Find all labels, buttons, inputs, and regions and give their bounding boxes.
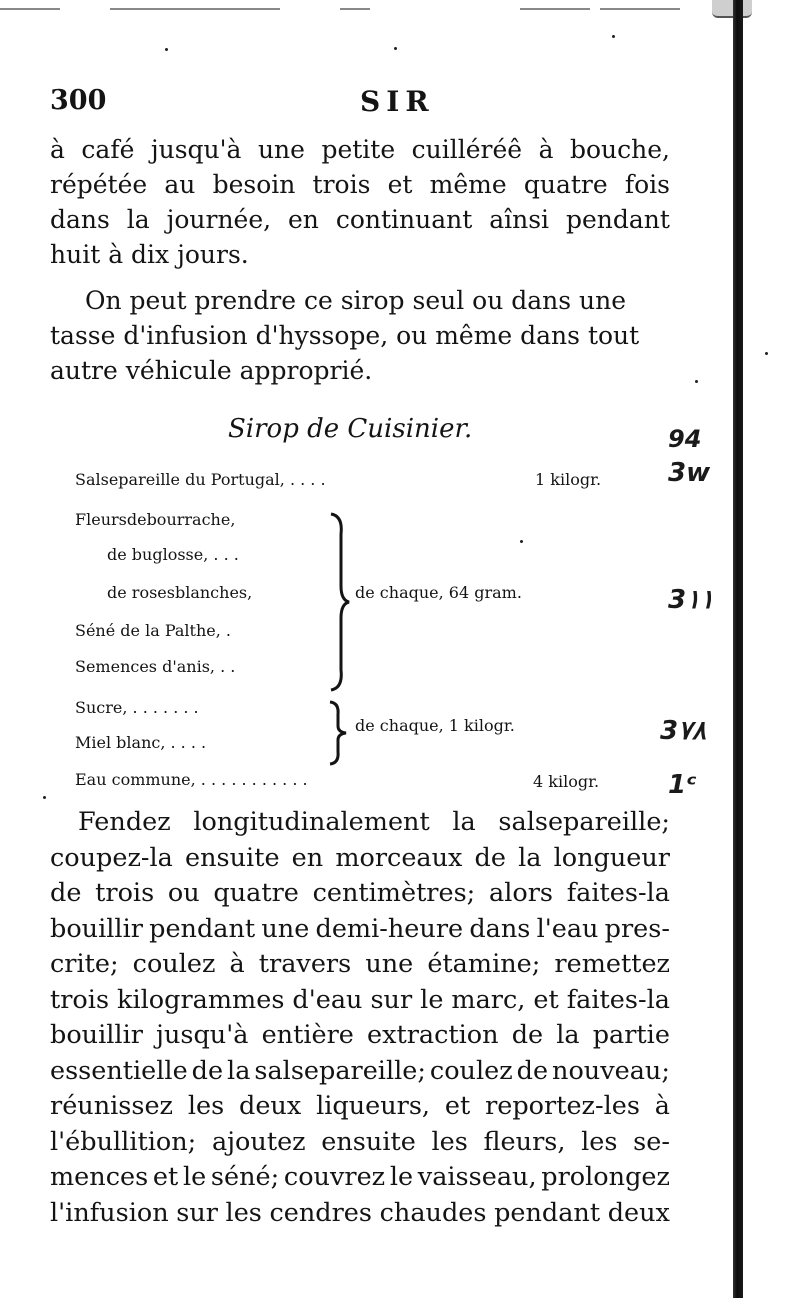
text-line: Fendez longitudinalement la salsepareille; bbox=[78, 807, 670, 837]
margin-note: 1ᶜ bbox=[668, 770, 697, 800]
page-binding-edge bbox=[733, 0, 743, 1298]
quantity-salsepareille: 1 kilogr. bbox=[535, 470, 602, 489]
text-line: répétée au besoin trois et même quatre fois bbox=[50, 170, 670, 199]
binding-clip bbox=[712, 0, 752, 18]
margin-note: 94 bbox=[668, 425, 702, 453]
ingredient-anis: Semences d'anis, . . bbox=[75, 657, 236, 676]
text-line: mences et le séné; couvrez le vaisseau, prolongez bbox=[50, 1162, 670, 1192]
margin-note: 3٧٨ bbox=[660, 716, 707, 746]
ingredient-sene: Séné de la Palthe, . bbox=[75, 621, 231, 640]
paragraph-usage bbox=[50, 283, 670, 388]
margin-note: 3١١ bbox=[668, 585, 715, 615]
ingredient-roses-blanches: de rosesblanches, bbox=[107, 583, 253, 602]
text-line: de trois ou quatre centimètres; alors faites-la bbox=[50, 878, 670, 908]
text-line: tasse d'infusion d'hyssope, ou même dans tout bbox=[50, 321, 640, 350]
text-line: autre véhicule approprié. bbox=[50, 356, 373, 385]
page-number: 300 bbox=[50, 85, 107, 116]
text-line: l'ébullition; ajoutez ensuite les fleurs, les se- bbox=[50, 1126, 670, 1157]
brace-group-1 bbox=[325, 512, 353, 692]
ingredient-sucre: Sucre, . . . . . . . bbox=[75, 698, 199, 717]
scan-edge-noise bbox=[0, 0, 740, 14]
paragraph-continuation bbox=[50, 132, 670, 272]
text-line: dans la journée, en continuant aînsi pendant bbox=[50, 205, 670, 234]
ingredient-buglosse: de buglosse, . . . bbox=[107, 545, 239, 564]
text-line: crite; coulez à travers une étamine; remettez bbox=[50, 949, 670, 979]
brace-group-2 bbox=[325, 700, 351, 766]
running-head: SIR bbox=[360, 85, 435, 118]
text-line: essentielle de la salsepareille; coulez de nouveau; bbox=[50, 1055, 670, 1086]
quantity-group-1: de chaque, 64 gram. bbox=[355, 583, 522, 602]
text-line: coupez-la ensuite en morceaux de la longueur bbox=[50, 842, 670, 873]
text-line: trois kilogrammes d'eau sur le marc, et faites-la bbox=[50, 984, 670, 1015]
ingredient-bourrache: Fleursdebourrache, bbox=[75, 510, 236, 529]
ingredient-miel: Miel blanc, . . . . bbox=[75, 733, 207, 752]
page-header bbox=[50, 85, 670, 125]
recipe-title: Sirop de Cuisinier. bbox=[228, 414, 473, 444]
quantity-group-2: de chaque, 1 kilogr. bbox=[355, 716, 515, 735]
text-line: l'infusion sur les cendres chaudes pendant deux bbox=[50, 1197, 670, 1228]
text-line: bouillir pendant une demi-heure dans l'eau pres- bbox=[50, 913, 670, 944]
ingredient-salsepareille: Salsepareille du Portugal, . . . . bbox=[75, 470, 326, 489]
paragraph-instructions bbox=[50, 805, 670, 1231]
text-line: huit à dix jours. bbox=[50, 240, 249, 269]
text-line: réunissez les deux liqueurs, et reportez-les à bbox=[50, 1091, 670, 1121]
text-line: On peut prendre ce sirop seul ou dans une bbox=[85, 286, 627, 315]
margin-note: 3w bbox=[668, 458, 711, 488]
ingredient-eau: Eau commune, . . . . . . . . . . . bbox=[75, 770, 308, 789]
quantity-eau: 4 kilogr. bbox=[533, 772, 600, 791]
text-line: bouillir jusqu'à entière extraction de la partie bbox=[50, 1020, 670, 1050]
text-line: à café jusqu'à une petite cuilléréê à bouche, bbox=[50, 135, 670, 164]
